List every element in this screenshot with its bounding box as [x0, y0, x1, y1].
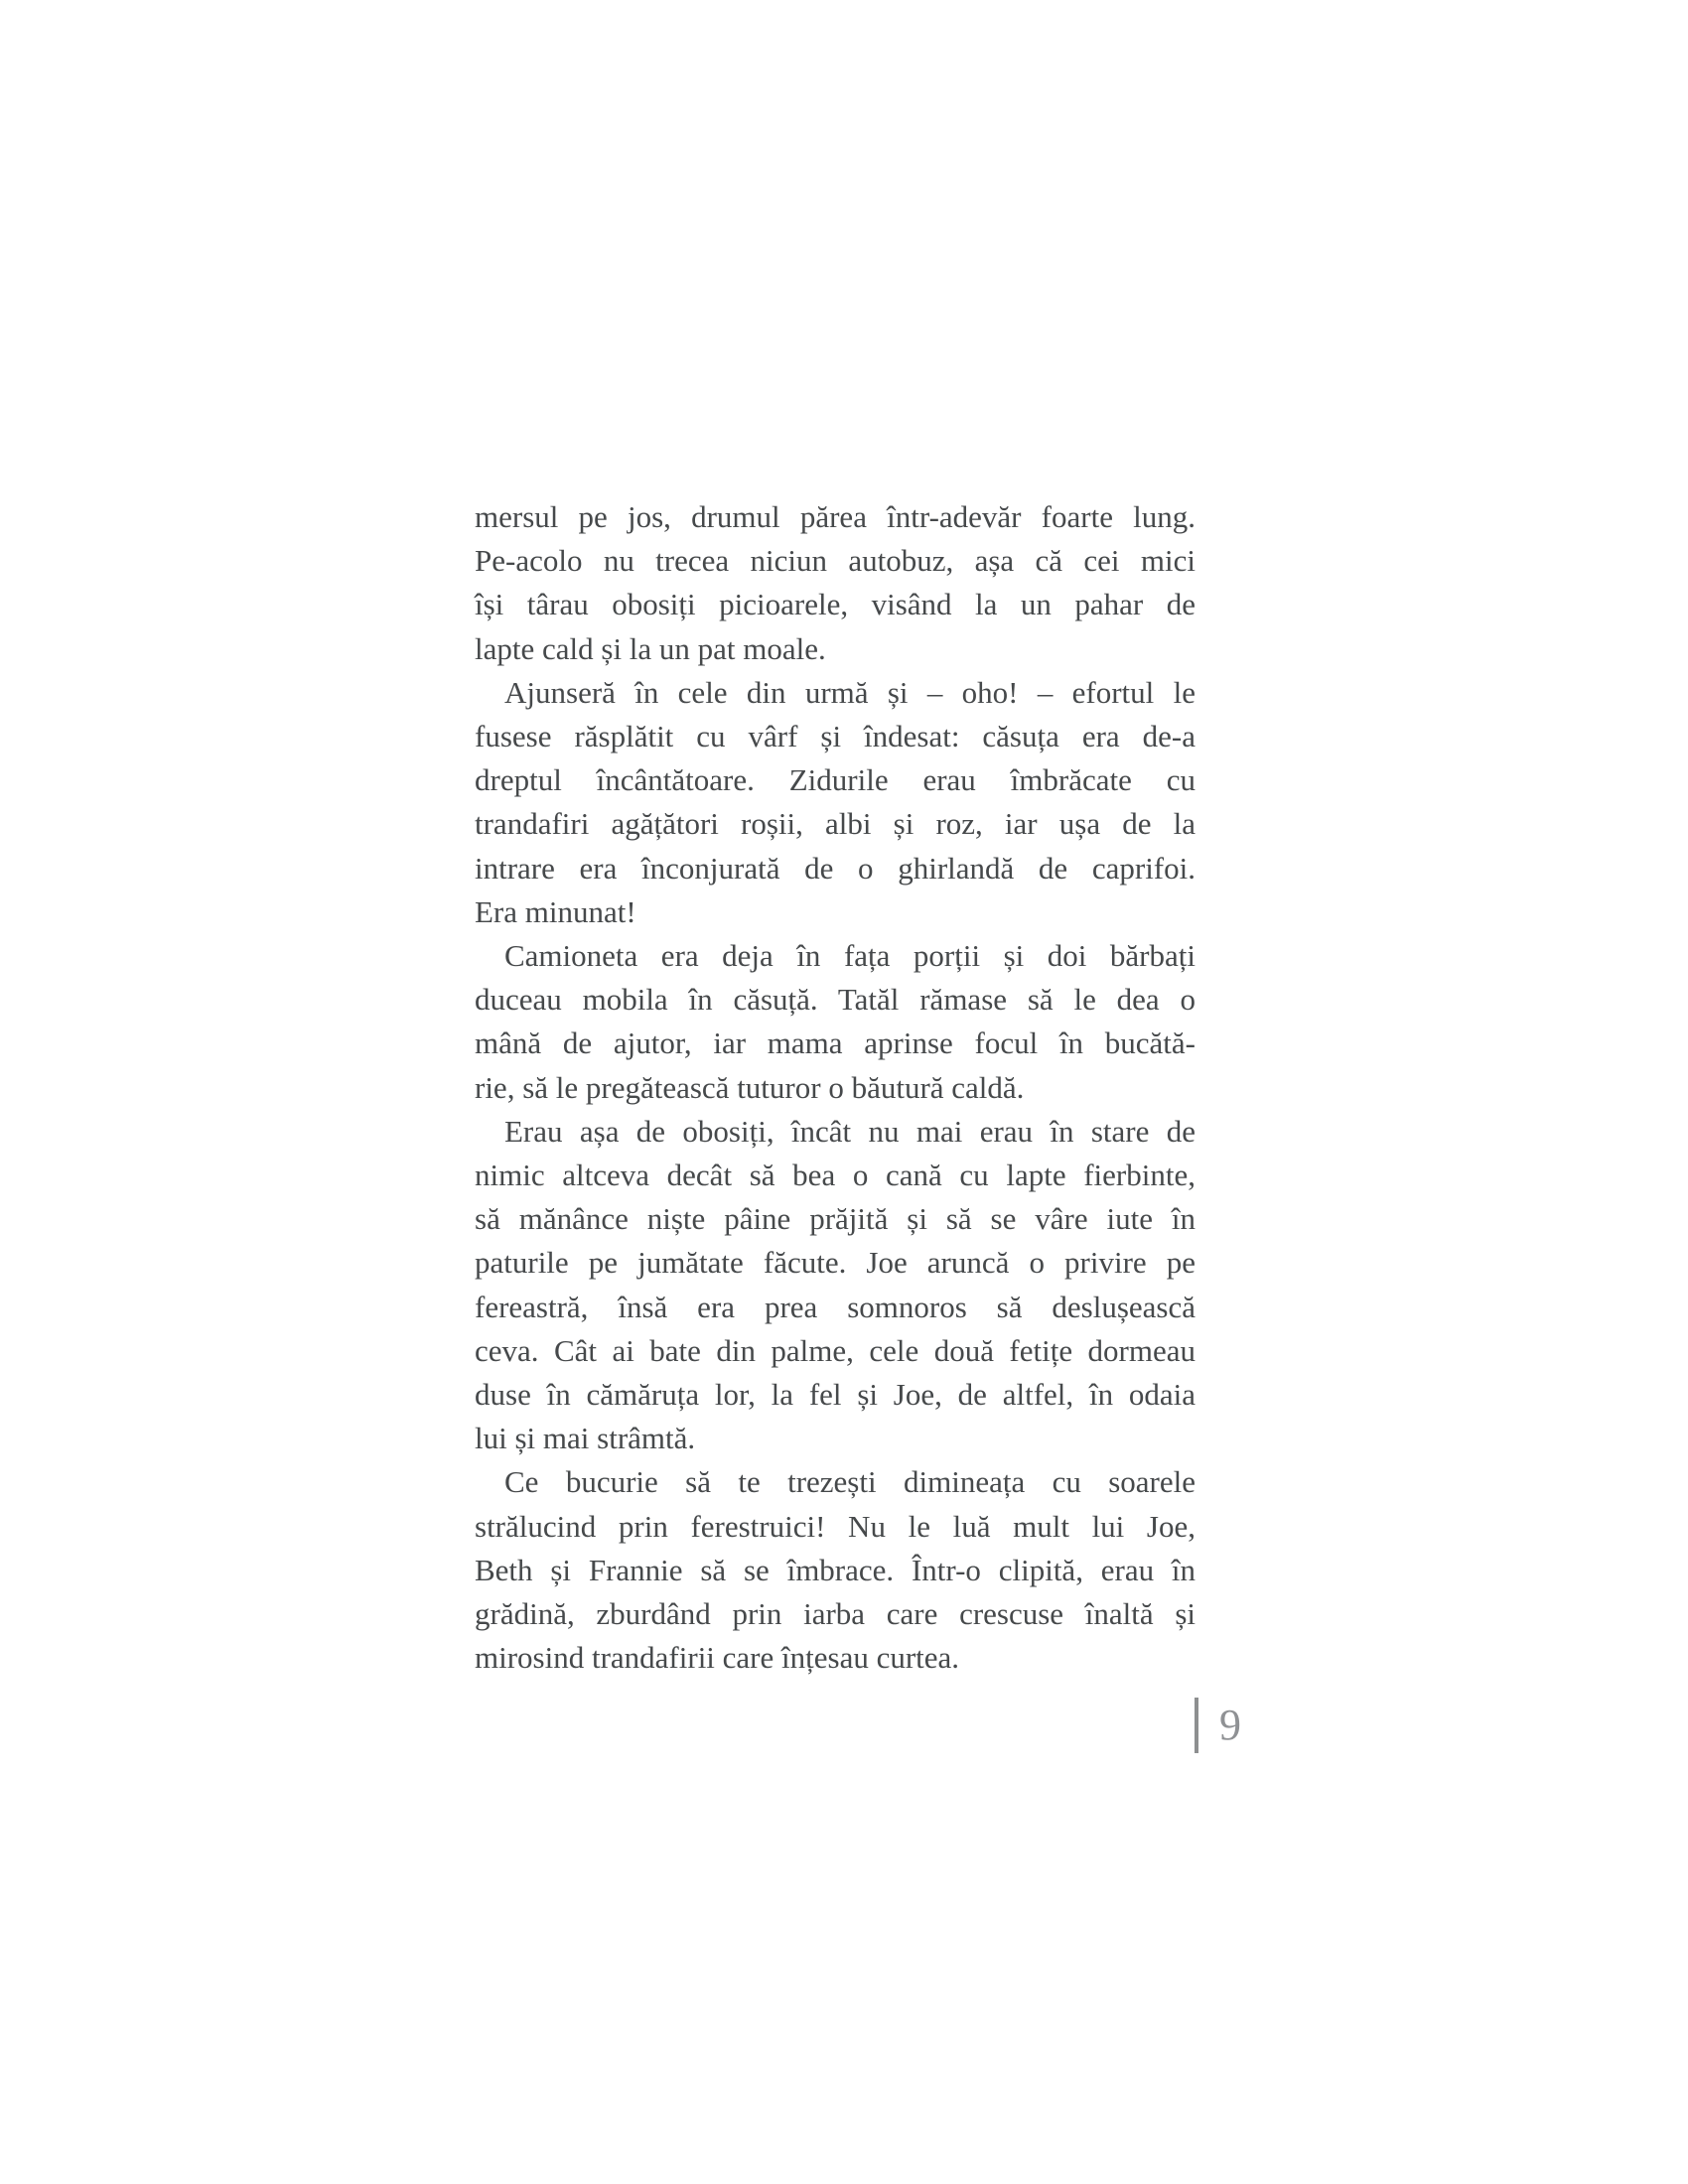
- text-line: nimic altceva decât să bea o cană cu lapte fierbinte,: [475, 1158, 1196, 1193]
- text-line: mână de ajutor, iar mama aprinse focul în bucătă-: [475, 1025, 1196, 1061]
- text-line: fusese răsplătit cu vârf și îndesat: căsuța era de-a: [475, 719, 1196, 754]
- text-line: mirosind trandafirii care înțesau curtea.: [475, 1640, 960, 1676]
- text-block: [475, 495, 1196, 1680]
- text-line: lui și mai strâmtă.: [475, 1421, 696, 1456]
- text-line: strălucind prin ferestruici! Nu le luă mult lui Joe,: [475, 1508, 1196, 1544]
- text-line: intrare era înconjurată de o ghirlandă de caprifoi.: [475, 850, 1196, 886]
- text-line: Ajunseră în cele din urmă și – oho! – efortul le: [504, 674, 1196, 710]
- text-line: Erau așa de obosiți, încât nu mai erau în stare de: [504, 1113, 1196, 1149]
- page-number: 9: [1219, 1701, 1241, 1749]
- text-line: lapte cald și la un pat moale.: [475, 630, 826, 666]
- text-line: Camioneta era deja în fața porții și doi bărbați: [504, 938, 1196, 974]
- text-line: duse în cămăruța lor, la fel și Joe, de altfel, în odaia: [475, 1377, 1196, 1413]
- text-line: să mănânce niște pâine prăjită și să se vâre iute în: [475, 1201, 1196, 1237]
- text-line: dreptul încântătoare. Zidurile erau îmbrăcate cu: [475, 762, 1196, 798]
- text-line: își târau obosiți picioarele, visând la un pahar de: [475, 587, 1196, 622]
- text-line: grădină, zburdând prin iarba care crescuse înaltă și: [475, 1596, 1196, 1632]
- text-line: Ce bucurie să te trezești dimineața cu soarele: [504, 1464, 1196, 1500]
- text-line: Beth și Frannie să se îmbrace. Într-o clipită, erau în: [475, 1552, 1196, 1587]
- text-line: Pe-acolo nu trecea niciun autobuz, așa că cei mici: [475, 543, 1196, 579]
- text-line: paturile pe jumătate făcute. Joe aruncă o privire pe: [475, 1245, 1196, 1281]
- text-line: ceva. Cât ai bate din palme, cele două fetițe dormeau: [475, 1332, 1196, 1368]
- page-footer: [1195, 1698, 1314, 1767]
- text-line: trandafiri agățători roșii, albi și roz, iar ușa de la: [475, 806, 1196, 842]
- text-line: Era minunat!: [475, 893, 636, 929]
- text-line: rie, să le pregătească tuturor o băutură caldă.: [475, 1069, 1025, 1105]
- text-line: duceau mobila în căsuță. Tatăl rămase să le dea o: [475, 982, 1196, 1018]
- page-number-divider: [1195, 1698, 1198, 1753]
- text-line: mersul pe jos, drumul părea într-adevăr foarte lung.: [475, 499, 1196, 534]
- text-line: fereastră, însă era prea somnoros să deslușească: [475, 1289, 1196, 1324]
